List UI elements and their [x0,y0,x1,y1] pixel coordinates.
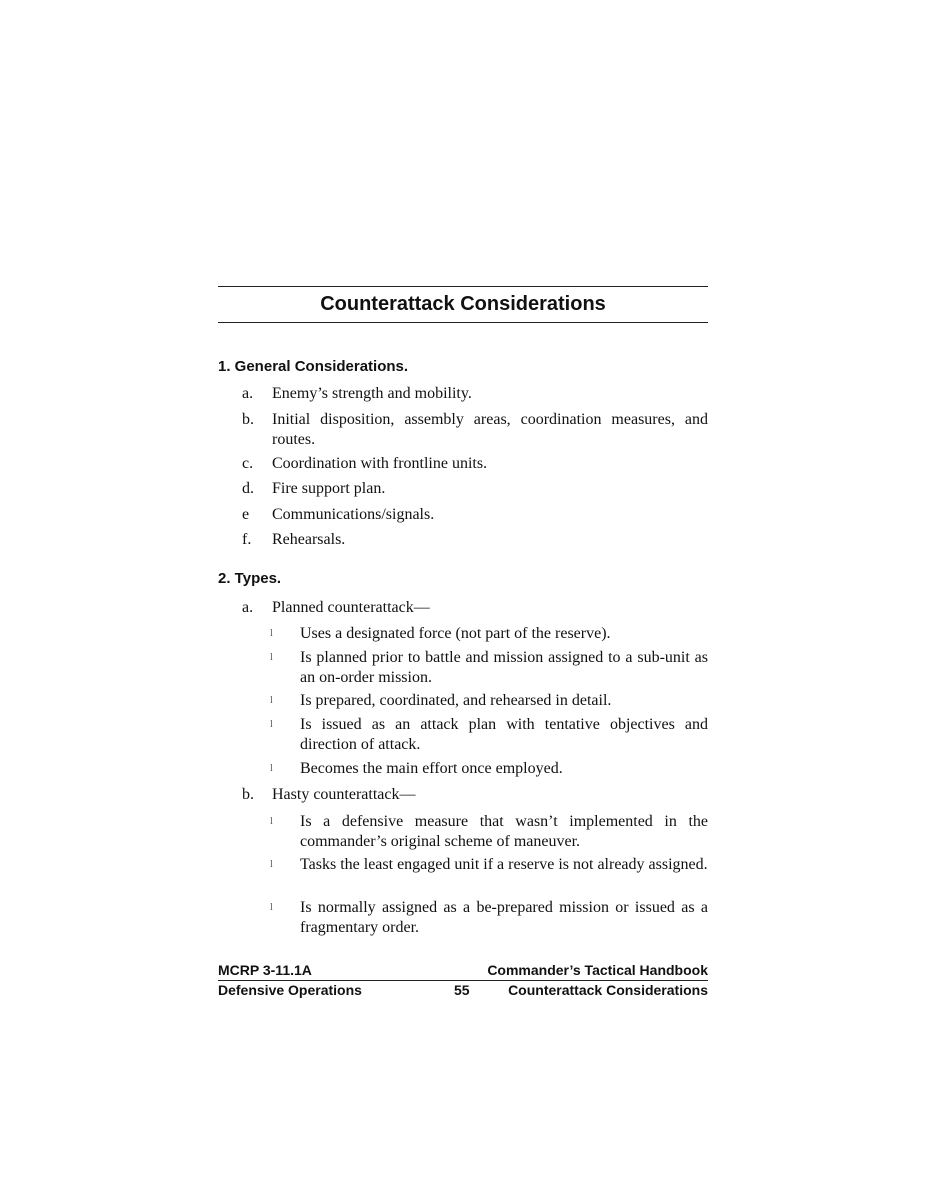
section-heading-general: 1. General Considerations. [218,358,409,375]
item-marker: b. [242,786,254,803]
footer-handbook: Commander’s Tactical Handbook [487,962,708,978]
item-text: Planned counterattack— [272,599,430,616]
bullet-icon: l [270,628,273,639]
item-marker: a. [242,385,254,402]
bullet-icon: l [270,763,273,774]
footer-topic: Counterattack Considerations [508,982,708,998]
bullet-item [218,691,708,711]
item-marker: e [242,506,250,523]
bullet-item [218,759,708,779]
list-item [218,530,708,550]
bullet-text: Uses a designated force (not part of the reserve). [300,625,611,642]
title-block [218,286,708,323]
bullet-item [218,812,708,851]
list-item [218,454,708,474]
item-text: Rehearsals. [272,531,346,548]
item-marker: c. [242,455,254,472]
bullet-text: Becomes the main effort once employed. [300,760,563,777]
item-marker: f. [242,531,252,548]
footer-chapter: Defensive Operations [218,982,362,998]
bullet-item [218,898,708,937]
bullet-item [218,624,708,644]
item-marker: b. [242,411,254,428]
bullet-icon: l [270,816,273,827]
item-marker: a. [242,599,254,616]
list-item [218,598,708,618]
page-title: Counterattack Considerations [320,293,606,315]
item-text: Coordination with frontline units. [272,455,488,472]
bullet-item [218,715,708,754]
bullet-text: Is planned prior to battle and mission assigned to a sub-unit as an on-order mission. [300,649,708,686]
item-text: Communications/signals. [272,506,435,523]
bullet-text: Is normally assigned as a be-prepared mission or issued as a fragmentary order. [300,899,708,936]
item-marker: d. [242,480,254,497]
item-text: Hasty counterattack— [272,786,416,803]
bullet-icon: l [270,695,273,706]
bullet-icon: l [270,859,273,870]
list-item [218,479,708,499]
bullet-text: Is issued as an attack plan with tentative objectives and direction of attack. [300,716,708,753]
bullet-text: Is prepared, coordinated, and rehearsed in detail. [300,692,612,709]
list-item [218,410,708,449]
footer-doc-id: MCRP 3-11.1A [218,962,312,978]
bullet-text: Is a defensive measure that wasn’t implemented in the commander’s original scheme of maneuver. [300,813,708,850]
bullet-text: Tasks the least engaged unit if a reserve is not already assigned. [300,856,708,873]
footer-page-number: 55 [454,982,470,998]
bullet-item [218,648,708,687]
item-text: Fire support plan. [272,480,386,497]
footer-row-top [218,962,708,981]
bullet-icon: l [270,719,273,730]
section-heading-types: 2. Types. [218,570,282,587]
footer-row-bottom [218,982,708,1000]
item-text: Initial disposition, assembly areas, coordination measures, and routes. [272,411,708,448]
list-item [218,505,708,525]
page-footer [218,962,708,1000]
page-content [218,286,708,936]
item-text: Enemy’s strength and mobility. [272,385,472,402]
list-item [218,384,708,404]
bullet-icon: l [270,902,273,913]
bullet-item [218,855,708,875]
list-item [218,785,708,805]
bullet-icon: l [270,652,273,663]
